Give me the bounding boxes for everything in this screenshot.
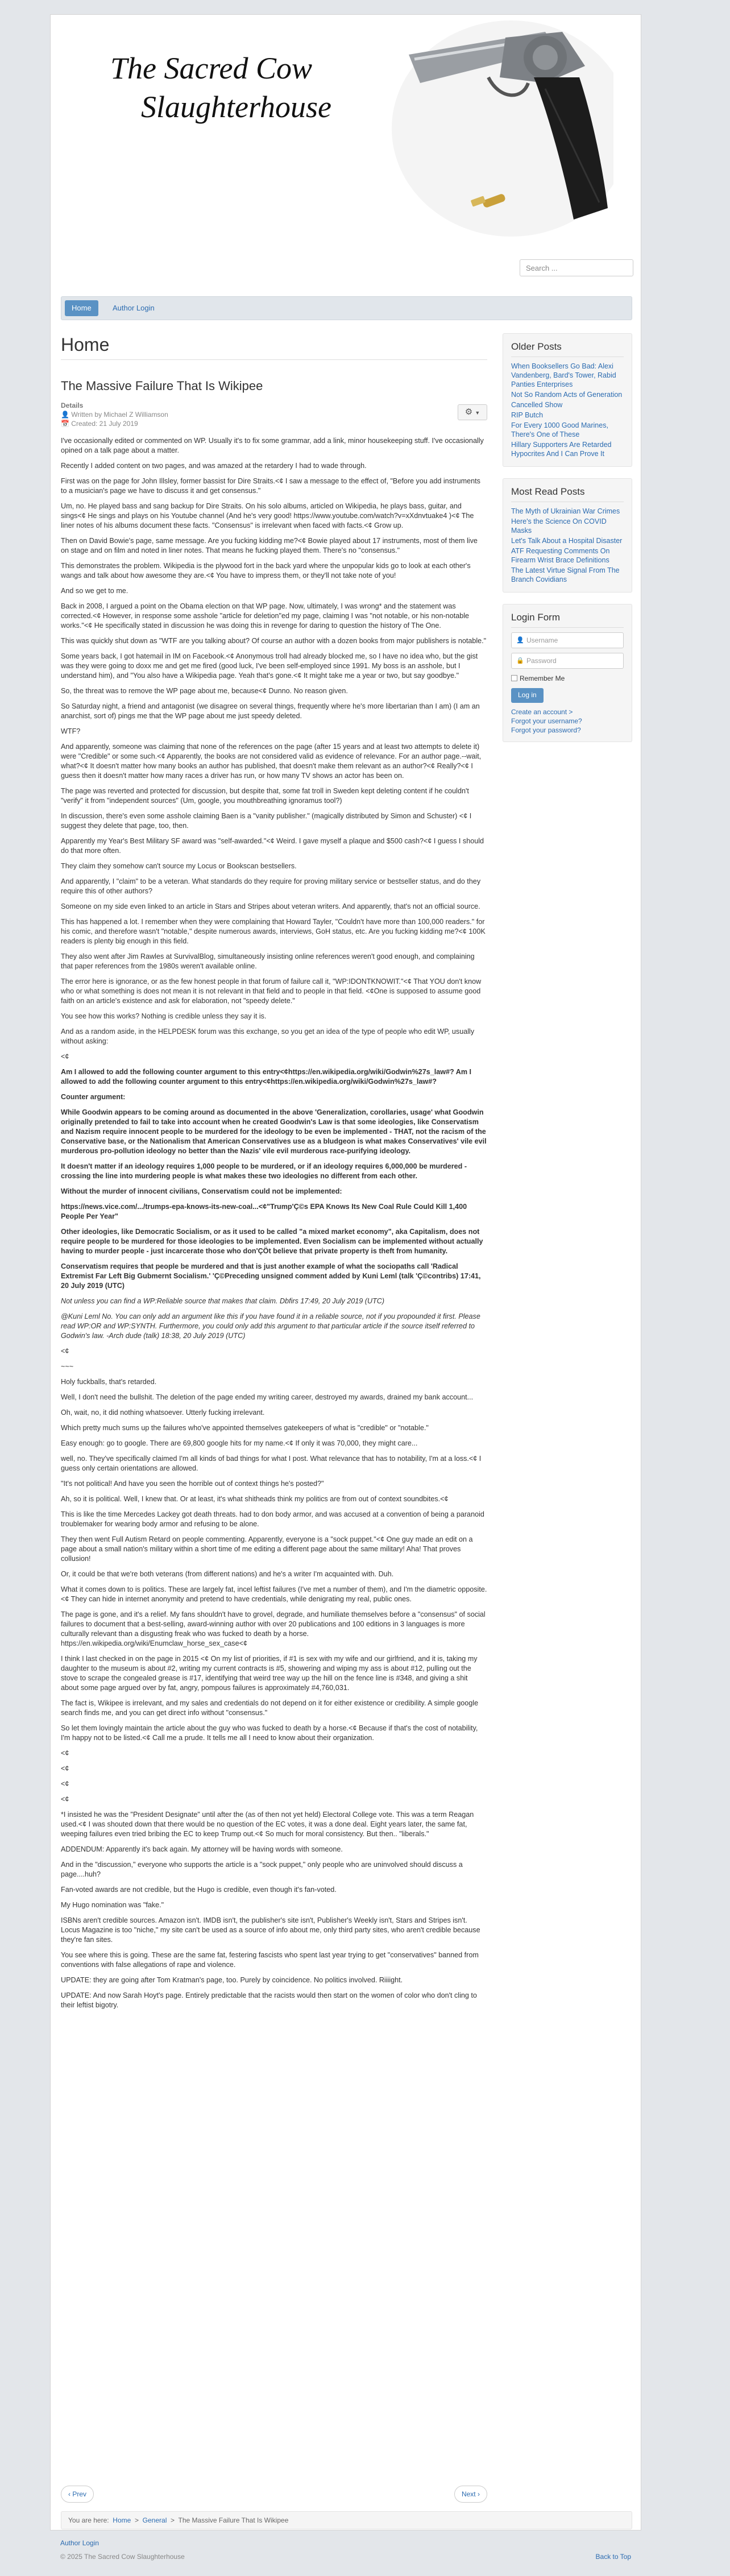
most-read-list (511, 507, 624, 584)
site-banner[interactable] (73, 15, 613, 242)
footer (50, 2533, 641, 2567)
article-paragraph: Um, no. He played bass and sang backup for Dire Straits. On his solo albums, articled on Wikipedia, he plays bass, guitar, and sings<¢ He sings and plays on his Youtube channel (And he's very good! https://www.youtube.com/watch?v=xXdnvtuake4 )<¢ The liner notes of his albums document these facts. "Consensus" is irrelevant when faced with facts.<¢ Grow up. (61, 502, 474, 529)
breadcrumb-home[interactable]: Home (113, 2516, 131, 2524)
article-paragraph: <¢ (61, 1749, 69, 1757)
article-paragraph: Am I allowed to add the following counter argument to this entry<¢https://en.wikipedia.org/wiki/Godwin%27s_law#? Am I allowed to add the following counter argument to this entry<¢https://en.wikipedia.org/wiki/Godwin%27s_law#? (61, 1068, 472, 1086)
article-paragraph: Not unless you can find a WP:Reliable source that makes that claim. Dbfirs 17:49, 20 July 2019 (UTC) (61, 1297, 385, 1305)
article-paragraph: While Goodwin appears to be coming around as documented in the above 'Generalization, corollaries, usage' what Goodwin originally pretended to fail to take into account when he created Goodwin's Law is that some ideologies, like Conservatism and Nazism require innocent people to be murdered for the ideology to be even be implemented - THAT, not the racism of the Conservative base, or the Nationalism that American Conservatives use as a bludgeon is what makes Conservatives' vile evil murderous pro-pollution ideology no better than the Nazis' vile evil murderous race-purifying ideology. (61, 1108, 487, 1155)
article-paragraph: Back in 2008, I argued a point on the Obama election on that WP page. Now, ultimately, I was wrong* and the statement was corrected.<¢ However, in response some asshole "article for deletion"ed my page, claiming I was "not notable, or his non-notable works."<¢ He specifically stated in discussion he was doing this in revenge for daring to question the history of The One. (61, 602, 470, 629)
sidebar (503, 333, 632, 753)
user-icon: 👤 (61, 411, 69, 419)
older-posts-title: Older Posts (511, 341, 624, 357)
details-label: Details (61, 401, 84, 409)
most-read-link[interactable]: ATF Requesting Comments On Firearm Wrist Brace Definitions (511, 547, 610, 564)
breadcrumb-category[interactable]: General (142, 2516, 167, 2524)
article-paragraph: So let them lovingly maintain the article about the guy who was fucked to death by a horse.<¢ Because if that's the cost of notability, I'm happy not to be listed.<¢ Call me a prude. It tells me all I need to know about their organization. (61, 1724, 478, 1742)
login-title: Login Form (511, 611, 624, 628)
article-paragraph: ADDENDUM: Apparently it's back again. My attorney will be having words with someone. (61, 1845, 343, 1853)
article-paragraph: And apparently, someone was claiming that none of the references on the page (after 15 years and at least two attempts to delete it) were "Credible" or some such.<¢ Apparently, the books are not considered valid as evidence of relevance. For an author page.--wait, what?<¢ It doesn't matter how many books an author has published, that doesn't make them relevant as an author?<¢ Really?<¢ I guess then it doesn't matter how many races a driver has run, or how many TV shows an actor has been on. (61, 743, 482, 780)
most-read-link[interactable]: The Latest Virtue Signal From The Branch Covidians (511, 566, 620, 583)
article-paragraph: Or, it could be that we're both veterans (from different nations) and he's a writer I'm acquainted with. Duh. (61, 1570, 394, 1578)
article-paragraph: well, no. They've specifically claimed I'm all kinds of bad things for what I post. What relevance that has to notability, I'm at a loss.<¢ I guess only certain orientations are allowed. (61, 1455, 482, 1472)
article-paragraph: And as a random aside, in the HELPDESK forum was this exchange, so you get an idea of the type of people who edit WP, usually without asking: (61, 1028, 475, 1045)
breadcrumb-separator: > (171, 2516, 175, 2524)
nav-home[interactable]: Home (65, 300, 98, 316)
article-paragraph: ~~~ (61, 1362, 74, 1370)
revolver-image (375, 15, 613, 242)
article-tools-button[interactable] (458, 404, 487, 420)
create-account-link[interactable]: Create an account > (511, 708, 573, 716)
page-container (50, 14, 641, 2531)
article-paragraph: Someone on my side even linked to an article in Stars and Stripes about veteran writers. And apparently, that's not an official source. (61, 902, 480, 910)
article-paragraph: This has happened a lot. I remember when they were complaining that Howard Tayler, "Couldn't have more than 100,000 readers." for his comic, and therefore wasn't "notable," despite numerous awards, interviews, GoH status, etc. Are you fucking kidding me?<¢ 100K readers is plenty big enough in this field. (61, 918, 486, 945)
caret-down-icon: ▼ (475, 410, 480, 416)
article-paragraph: <¢ (61, 1347, 69, 1355)
page-title: Home (61, 333, 487, 360)
created-text: Created: 21 July 2019 (71, 420, 138, 428)
nav-author-login[interactable]: Author Login (113, 304, 155, 312)
article-paragraph: Well, I don't need the bullshit. The deletion of the page ended my writing career, destroyed my awards, drained my bank account... (61, 1393, 474, 1401)
back-to-top-link[interactable]: Back to Top (595, 2553, 631, 2561)
most-read-link[interactable]: Here's the Science On COVID Masks (511, 517, 607, 535)
login-module (503, 604, 632, 742)
article-paragraph: UPDATE: And now Sarah Hoyt's page. Entirely predictable that the racists would then start on the women of color who don't cling to their leftist bigotry. (61, 1991, 477, 2009)
article-paragraph: And apparently, I "claim" to be a veteran. What standards do they require for proving military service or bestseller status, and do they require this of other authors? (61, 877, 481, 895)
article-paragraph: "It's not political! And have you seen the horrible out of context things he's posted?" (61, 1480, 324, 1488)
article-paragraph: Other ideologies, like Democratic Socialism, or as it used to be called "a mixed market economy", aka Capitalism, does not require people to be murdered for those ideologies to be implemented. Even Socialism can be implemented without actually having to murder people - just incarcerate those who don'ÇÖt believe that private property is theft from humanity. (61, 1228, 483, 1255)
article-paragraph: This is like the time Mercedes Lackey got death threats. had to don body armor, and was accused at a convention of being a paranoid troublemaker for wearing body armor and refusing to be alone. (61, 1510, 484, 1528)
article-paragraph: <¢ (61, 1780, 69, 1788)
next-button[interactable] (454, 2486, 487, 2503)
article-paragraph: Conservatism requires that people be murdered and that is just another example of what the sociopaths call 'Radical Extremist Far Left Big Gubmernt Socialism.' 'Ç©Preceding unsigned comment added by Kuni Leml (talk 'Ç©contribs) 17:41, 20 July 2019 (UTC) (61, 1262, 481, 1290)
breadcrumb-current: The Massive Failure That Is Wikipee (178, 2516, 289, 2524)
chevron-left-icon: ‹ (68, 2490, 70, 2498)
gear-icon: ⚙ (464, 407, 473, 417)
username-input[interactable] (511, 632, 624, 648)
article-paragraph: You see how this works? Nothing is credible unless they say it is. (61, 1012, 267, 1020)
main-navbar (61, 296, 632, 320)
lock-icon: 🔒 (516, 657, 524, 664)
logo-line-2: Slaughterhouse (141, 90, 331, 124)
breadcrumb (61, 2511, 632, 2529)
article-paragraph: Oh, wait, no, it did nothing whatsoever. Utterly fucking irrelevant. (61, 1409, 265, 1417)
main-content (61, 333, 487, 2016)
article-paragraph: <¢ (61, 1053, 69, 1061)
remember-label: Remember Me (520, 674, 565, 682)
remember-checkbox[interactable] (511, 675, 517, 681)
article-paragraph: The error here is ignorance, or as the few honest people in that forum of failure call it, "WP:IDONTKNOWIT."<¢ That YOU don't know who or what something is does not mean it is not relevant in that field and to people in that field. <¢One is supposed to assume good faith on an article's existence and ask for elaboration, not "speedy delete." (61, 978, 482, 1005)
article-paragraph: https://news.vice.com/.../trumps-epa-knows-its-new-coal...<¢"Trump'Ç©s EPA Knows Its New Coal Rule Could Kill 1,400 People Per Year" (61, 1203, 467, 1220)
article-paragraph: I've occasionally edited or commented on WP. Usually it's to fix some grammar, add a link, minor housekeeping stuff. I've occasionally opined on a talk page about a matter. (61, 437, 484, 454)
login-button[interactable]: Log in (511, 688, 544, 703)
older-post-link[interactable]: RIP Butch (511, 411, 544, 419)
forgot-password-link[interactable]: Forgot your password? (511, 726, 581, 734)
article-paragraph: Easy enough: go to google. There are 69,800 google hits for my name.<¢ If only it was 70,000, they might care... (61, 1439, 418, 1447)
article-body (61, 436, 487, 2010)
article-paragraph: UPDATE: they are going after Tom Kratman's page, too. Purely by coincidence. No politics involved. Riiiight. (61, 1976, 403, 1984)
article-paragraph: WTF? (61, 727, 81, 735)
password-input[interactable] (511, 653, 624, 669)
password-placeholder: Password (526, 657, 557, 665)
article-paragraph: Apparently my Year's Best Military SF award was "self-awarded."<¢ Weird. I gave myself a plaque and $500 cash?<¢ I guess I should do that more often. (61, 837, 484, 855)
article-paragraph: You see where this is going. These are the same fat, festering fascists who spent last year trying to get "conservatives" banned from conventions with false allegations of rape and violence. (61, 1951, 479, 1969)
chevron-right-icon: › (478, 2490, 480, 2498)
logo-line-1: The Sacred Cow (110, 51, 312, 85)
article-paragraph: Some years back, I got hatemail in IM on Facebook.<¢ Anonymous troll had already blocked me, so I have no idea who, but the gist was they were going to doxx me and get me fired (good luck, I've been self-employed since 1991. My boss is an asshole, but I understand him), and "You also have a Wikipedia page. Yeah that's gone.<¢ It might take me a year or two, but say goodbye." (61, 652, 478, 680)
article-paragraph: Which pretty much sums up the failures who've appointed themselves gatekeepers of what is "credible" or "notable." (61, 1424, 429, 1432)
article-paragraph: <¢ (61, 1795, 69, 1803)
breadcrumb-separator: > (134, 2516, 139, 2524)
calendar-icon: 📅 (61, 420, 69, 428)
older-post-link[interactable]: For Every 1000 Good Marines, There's One of These (511, 421, 608, 438)
article-paragraph: ISBNs aren't credible sources. Amazon isn't. IMDB isn't, the publisher's site isn't, Publisher's Weekly isn't, Stars and Stripes isn't. Locus Magazine is too "niche," my site can't be used as a source of info about me, only third party sites, who aren't credible because they're fan sites. (61, 1916, 480, 1944)
article-paragraph: <¢ (61, 1765, 69, 1772)
article-paragraph: I think I last checked in on the page in 2015 <¢ On my list of priorities, if #1 is sex with my wife and our girlfriend, and it is, taking my daughter to the museum is about #2, writing my current contracts is #5, showering and wiping my ass is about #12, pulling out the stove to scrape the congealed grease is #17, identifying that weird tree way up the hill on the fence line is #348, and giving a shit about some page argued over by fat, angry, pompous failures is approximately #4,760,031. (61, 1655, 478, 1692)
prev-button[interactable] (61, 2486, 94, 2503)
site-logo (110, 49, 331, 126)
article-paragraph: This was quickly shut down as "WTF are you talking about? Of course an author with a dozen books from major publishers is notable." (61, 637, 487, 645)
article-paragraph: Without the murder of innocent civilians, Conservatism could not be implemented: (61, 1187, 342, 1195)
breadcrumb-prefix: You are here: (68, 2516, 109, 2524)
article-paragraph: They also went after Jim Rawles at SurvivalBlog, simultaneously insisting online references weren't good enough, and complaining that paper references from the 1980s weren't available online. (61, 952, 475, 970)
article-paragraph: The page was reverted and protected for discussion, but despite that, some fat troll in Sweden kept deleting content if he couldn't "verify" it from "independent sources" (Um, google, you mouthbreathing ignoramus tool?) (61, 787, 469, 805)
article-paragraph: Recently I added content on two pages, and was amazed at the retardery I had to wade through. (61, 462, 367, 470)
article-paragraph: And in the "discussion," everyone who supports the article is a "sock puppet," only people who are uninvolved should discuss a page....huh? (61, 1861, 463, 1878)
search-input[interactable]: Search ... (520, 259, 633, 276)
article-pager (61, 2486, 487, 2505)
most-read-link[interactable]: Let's Talk About a Hospital Disaster (511, 537, 623, 545)
article-author (61, 410, 487, 419)
user-icon: 👤 (516, 637, 524, 644)
older-post-link[interactable]: Hillary Supporters Are Retarded Hypocrites And I Can Prove It (511, 441, 612, 458)
article-paragraph: Fan-voted awards are not credible, but the Hugo is credible, even though it's fan-voted. (61, 1886, 337, 1894)
older-post-link[interactable]: When Booksellers Go Bad: Alexi Vandenberg, Bard's Tower, Rabid Panties Enterprises (511, 362, 616, 388)
article-paragraph: In discussion, there's even some asshole claiming Baen is a "vanity publisher." (magically distributed by Simon and Schuster) <¢ I suggest they delete that page, too, then. (61, 812, 472, 830)
article-paragraph: Ah, so it is political. Well, I knew that. Or at least, it's what shitheads think my politics are from out of context soundbites.<¢ (61, 1495, 449, 1503)
username-placeholder: Username (526, 636, 558, 644)
footer-copyright: © 2025 The Sacred Cow Slaughterhouse (60, 2553, 185, 2561)
older-posts-module (503, 333, 632, 467)
next-label: Next (461, 2490, 476, 2498)
article-paragraph: The fact is, Wikipee is irrelevant, and my sales and credentials do not depend on it for either existence or credibility. A simple google search finds me, and you can get direct info without "consensus." (61, 1699, 479, 1717)
article-paragraph: They then went Full Autism Retard on people commenting. Apparently, everyone is a "sock puppet."<¢ One guy made an edit on a page about a small nation's military within a short time of me editing a different page about the same military! Aha! That proves collusion! (61, 1535, 473, 1563)
article-paragraph: Then on David Bowie's page, same message. Are you fucking kidding me?<¢ Bowie played about 17 instruments, most of them live on stage and on film and noted in liner notes. That means he fucking played them. There's no "consensus." (61, 537, 478, 554)
article-paragraph: They claim they somehow can't source my Locus or Bookscan bestsellers. (61, 862, 297, 870)
author-text: Written by Michael Z Williamson (71, 411, 168, 419)
prev-label: Prev (72, 2490, 87, 2498)
article-paragraph: This demonstrates the problem. Wikipedia is the plywood fort in the back yard where the unpopular kids go to look at each other's wangs and talk about how awesome they are.<¢ You have to impress them, or they'll not take note of you! (61, 562, 471, 579)
article-paragraph: *I insisted he was the "President Designate" until after the (as of then not yet held) Electoral College vote. This was a term Reagan used.<¢ I was shouted down that there would be no question of the EC votes, it was a done deal. Eight years later, the same fat, weeping failures even tried bribing the EC to keep Trump out.<¢ So much for moral consistency. But then.. "liberals." (61, 1811, 474, 1838)
article-paragraph: So Saturday night, a friend and antagonist (we disagree on several things, frequently where he's more libertarian than I am) (I am an anarchist, sort of) pings me that the WP page about me just speedy deleted. (61, 702, 480, 720)
article-paragraph: And so we get to me. (61, 587, 128, 595)
remember-me (511, 673, 624, 684)
most-read-module (503, 478, 632, 593)
article-paragraph: Holy fuckballs, that's retarded. (61, 1378, 157, 1386)
article-title[interactable]: The Massive Failure That Is Wikipee (61, 379, 263, 393)
article-paragraph: @Kuni Leml No. You can only add an argument like this if you have found it in a reliable source, not if you propounded it first. Please read WP:OR and WP:SYNTH. Furthermore, you could only add this argument to that particular article if the source itself referred to Godwin's law. -Arch dude (talk) 18:38, 20 July 2019 (UTC) (61, 1312, 480, 1340)
article-details (61, 401, 487, 428)
article-paragraph: First was on the page for John Illsley, former bassist for Dire Straits.<¢ I saw a message to the effect of, "Before you add instruments to a musician's page we have to discuss it and get consensus." (61, 477, 480, 495)
article-paragraph: So, the threat was to remove the WP page about me, because<¢ Dunno. No reason given. (61, 687, 348, 695)
article-paragraph: Counter argument: (61, 1093, 126, 1101)
older-posts-list (511, 362, 624, 458)
article-created (61, 419, 487, 428)
older-post-link[interactable]: Cancelled Show (511, 401, 563, 409)
forgot-username-link[interactable]: Forgot your username? (511, 717, 582, 725)
article-paragraph: The page is gone, and it's a relief. My fans shouldn't have to grovel, degrade, and humiliate themselves before a "consensus" of social failures to document that a best-selling, award-winning author with over 20 publications and 100 editions in 3 languages is more culturally relevant than a disgusting freak who was fucked to death by a horse. https://en.wikipedia.org/wiki/Enumclaw_horse_sex_case<¢ (61, 1610, 486, 1647)
older-post-link[interactable]: Not So Random Acts of Generation (511, 391, 623, 399)
article-paragraph: My Hugo nomination was "fake." (61, 1901, 164, 1909)
article-paragraph: What it comes down to is politics. These are largely fat, incel leftist failures (I've met a number of them), and I'm the diametric opposite.<¢ They can hide in internet anonymity and pretend to have credentials, while denigrating my real, public ones. (61, 1585, 487, 1603)
most-read-title: Most Read Posts (511, 486, 624, 502)
footer-author-login[interactable]: Author Login (60, 2539, 99, 2547)
article-paragraph: It doesn't matter if an ideology requires 1,000 people to be murdered, or if an ideology requires 6,000,000 be murdered - crossing the line into murdering people is what makes these two ideologies no different from each other. (61, 1162, 467, 1180)
most-read-link[interactable]: The Myth of Ukrainian War Crimes (511, 507, 620, 515)
